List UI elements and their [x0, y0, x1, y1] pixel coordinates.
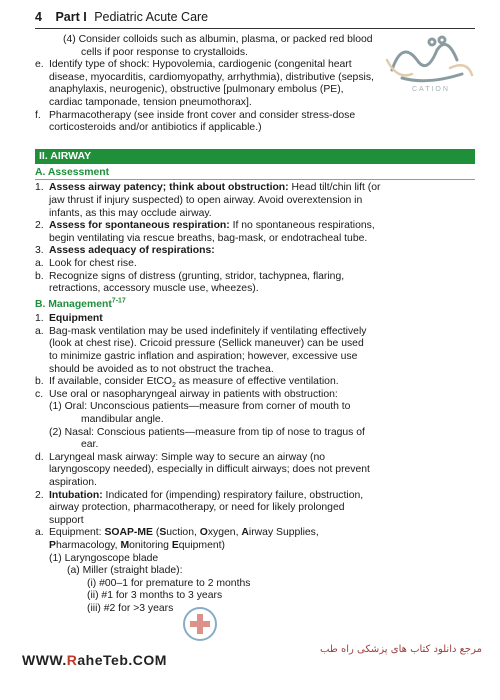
text-line: disease, myocarditis, cardiomyopathy, arrhythmia), distributive (sepsis, — [49, 71, 374, 83]
list-item: a. Equipment: SOAP-ME (Suction, Oxygen, Airway Supplies, — [35, 527, 319, 539]
text-line: (a) Miller (straight blade): — [67, 565, 183, 577]
text-line: anaphylaxis, neurogenic), obstructive [pulmonary embolus (PE), — [49, 84, 344, 96]
text-line: (iii) #2 for >3 years — [87, 602, 174, 614]
page-header — [35, 10, 475, 28]
list-item: 2. Assess for spontaneous respiration: If no spontaneous respirations, — [35, 220, 375, 232]
text-line: retractions, accessory muscle use, wheezes). — [49, 283, 259, 295]
text-line: corticosteroids and/or antibiotics if applicable.) — [49, 122, 262, 134]
section-heading-airway: II. AIRWAY — [35, 149, 475, 164]
text-line: (1) Oral: Unconscious patients—measure from corner of mouth to — [49, 401, 351, 413]
text-line: (look at chest rise). Cricoid pressure (Sellick maneuver) can be used — [49, 338, 364, 350]
text-line: ear. — [81, 439, 99, 451]
part-label: Part I — [55, 10, 87, 24]
subheading-management: B. Management$^{7-17}$ — [35, 297, 126, 310]
text-line: mandibular angle. — [81, 414, 164, 426]
footer-watermark — [22, 644, 492, 692]
list-item: 2. Intubation: Indicated for (impending) respiratory failure, obstruction, — [35, 489, 364, 501]
text-line: should be avoided as to not obstruct the trachea. — [49, 363, 274, 375]
text-line: laryngoscopy needed), especially in difficult airways; does not prevent — [49, 464, 370, 476]
list-item: 1. Assess airway patency; think about obstruction: Head tilt/chin lift (or — [35, 182, 381, 194]
text-line: cardiac tamponade, tension pneumothorax]. — [49, 96, 252, 108]
text-line: jaw thrust if injury suspected) to open airway. Avoid overextension in — [49, 194, 363, 206]
list-item: 3. Assess adequacy of respirations: — [35, 245, 215, 257]
text-line: (4) Consider colloids such as albumin, plasma, or packed red blood — [63, 34, 373, 45]
subheading-assessment: A. Assessment — [35, 167, 475, 181]
text-line: (ii) #1 for 3 months to 3 years — [87, 590, 223, 602]
list-item: b. Recognize signs of distress (grunting, stridor, tachypnea, flaring, — [35, 270, 345, 282]
text-line: begin ventilating via rescue breaths, bag-mask, or endotracheal tube. — [49, 232, 368, 244]
text-line: cells if poor response to crystalloids. — [81, 46, 248, 58]
text-line: to minimize gastric inflation and aspiration; however, excessive use — [49, 351, 358, 363]
text-line: airway protection, pharmacotherapy, or need for likely prolonged — [49, 502, 345, 514]
page-number: 4 — [35, 10, 42, 24]
text-line: (2) Nasal: Conscious patients—measure from tip of nose to tragus of — [49, 426, 365, 438]
page-body — [35, 34, 475, 616]
chapter-title: Pediatric Acute Care — [94, 10, 209, 24]
text-line: support — [49, 514, 84, 526]
text-line: (1) Laryngoscope blade — [49, 552, 159, 564]
header-rule — [35, 28, 475, 29]
text-line: (i) #00–1 for premature to 2 months — [87, 577, 251, 589]
text-line: infants, as this may occlude airway. — [49, 207, 212, 219]
list-item: c. Use oral or nasopharyngeal airway in patients with obstruction: — [35, 388, 338, 400]
list-item: d. Laryngeal mask airway: Simple way to secure an airway (no — [35, 451, 326, 463]
watermark-logo-text: CATION — [412, 86, 450, 93]
text-line: aspiration. — [49, 477, 97, 488]
list-item: a. Bag-mask ventilation may be used indefinitely if ventilating effectively — [35, 325, 367, 337]
list-item: 1. Equipment — [35, 313, 103, 325]
list-item-f: f. Pharmacotherapy (see inside front cover and consider stress-dose — [35, 109, 356, 121]
list-item: a. Look for chest rise. — [35, 257, 137, 269]
text-line: Pharmacology, Monitoring Equipment) — [49, 539, 225, 551]
persian-watermark-text: مرجع دانلود کتاب های پزشکی راه طب — [320, 644, 482, 655]
medical-badge-icon — [182, 606, 218, 642]
list-item: b. If available, consider EtCO$_2$ as measure of effective ventilation. — [35, 376, 339, 390]
watermark-site: WWW.RaheTeb.COM — [22, 652, 167, 668]
list-item-e: e. Identify type of shock: Hypovolemia, cardiogenic (congenital heart — [35, 59, 352, 71]
